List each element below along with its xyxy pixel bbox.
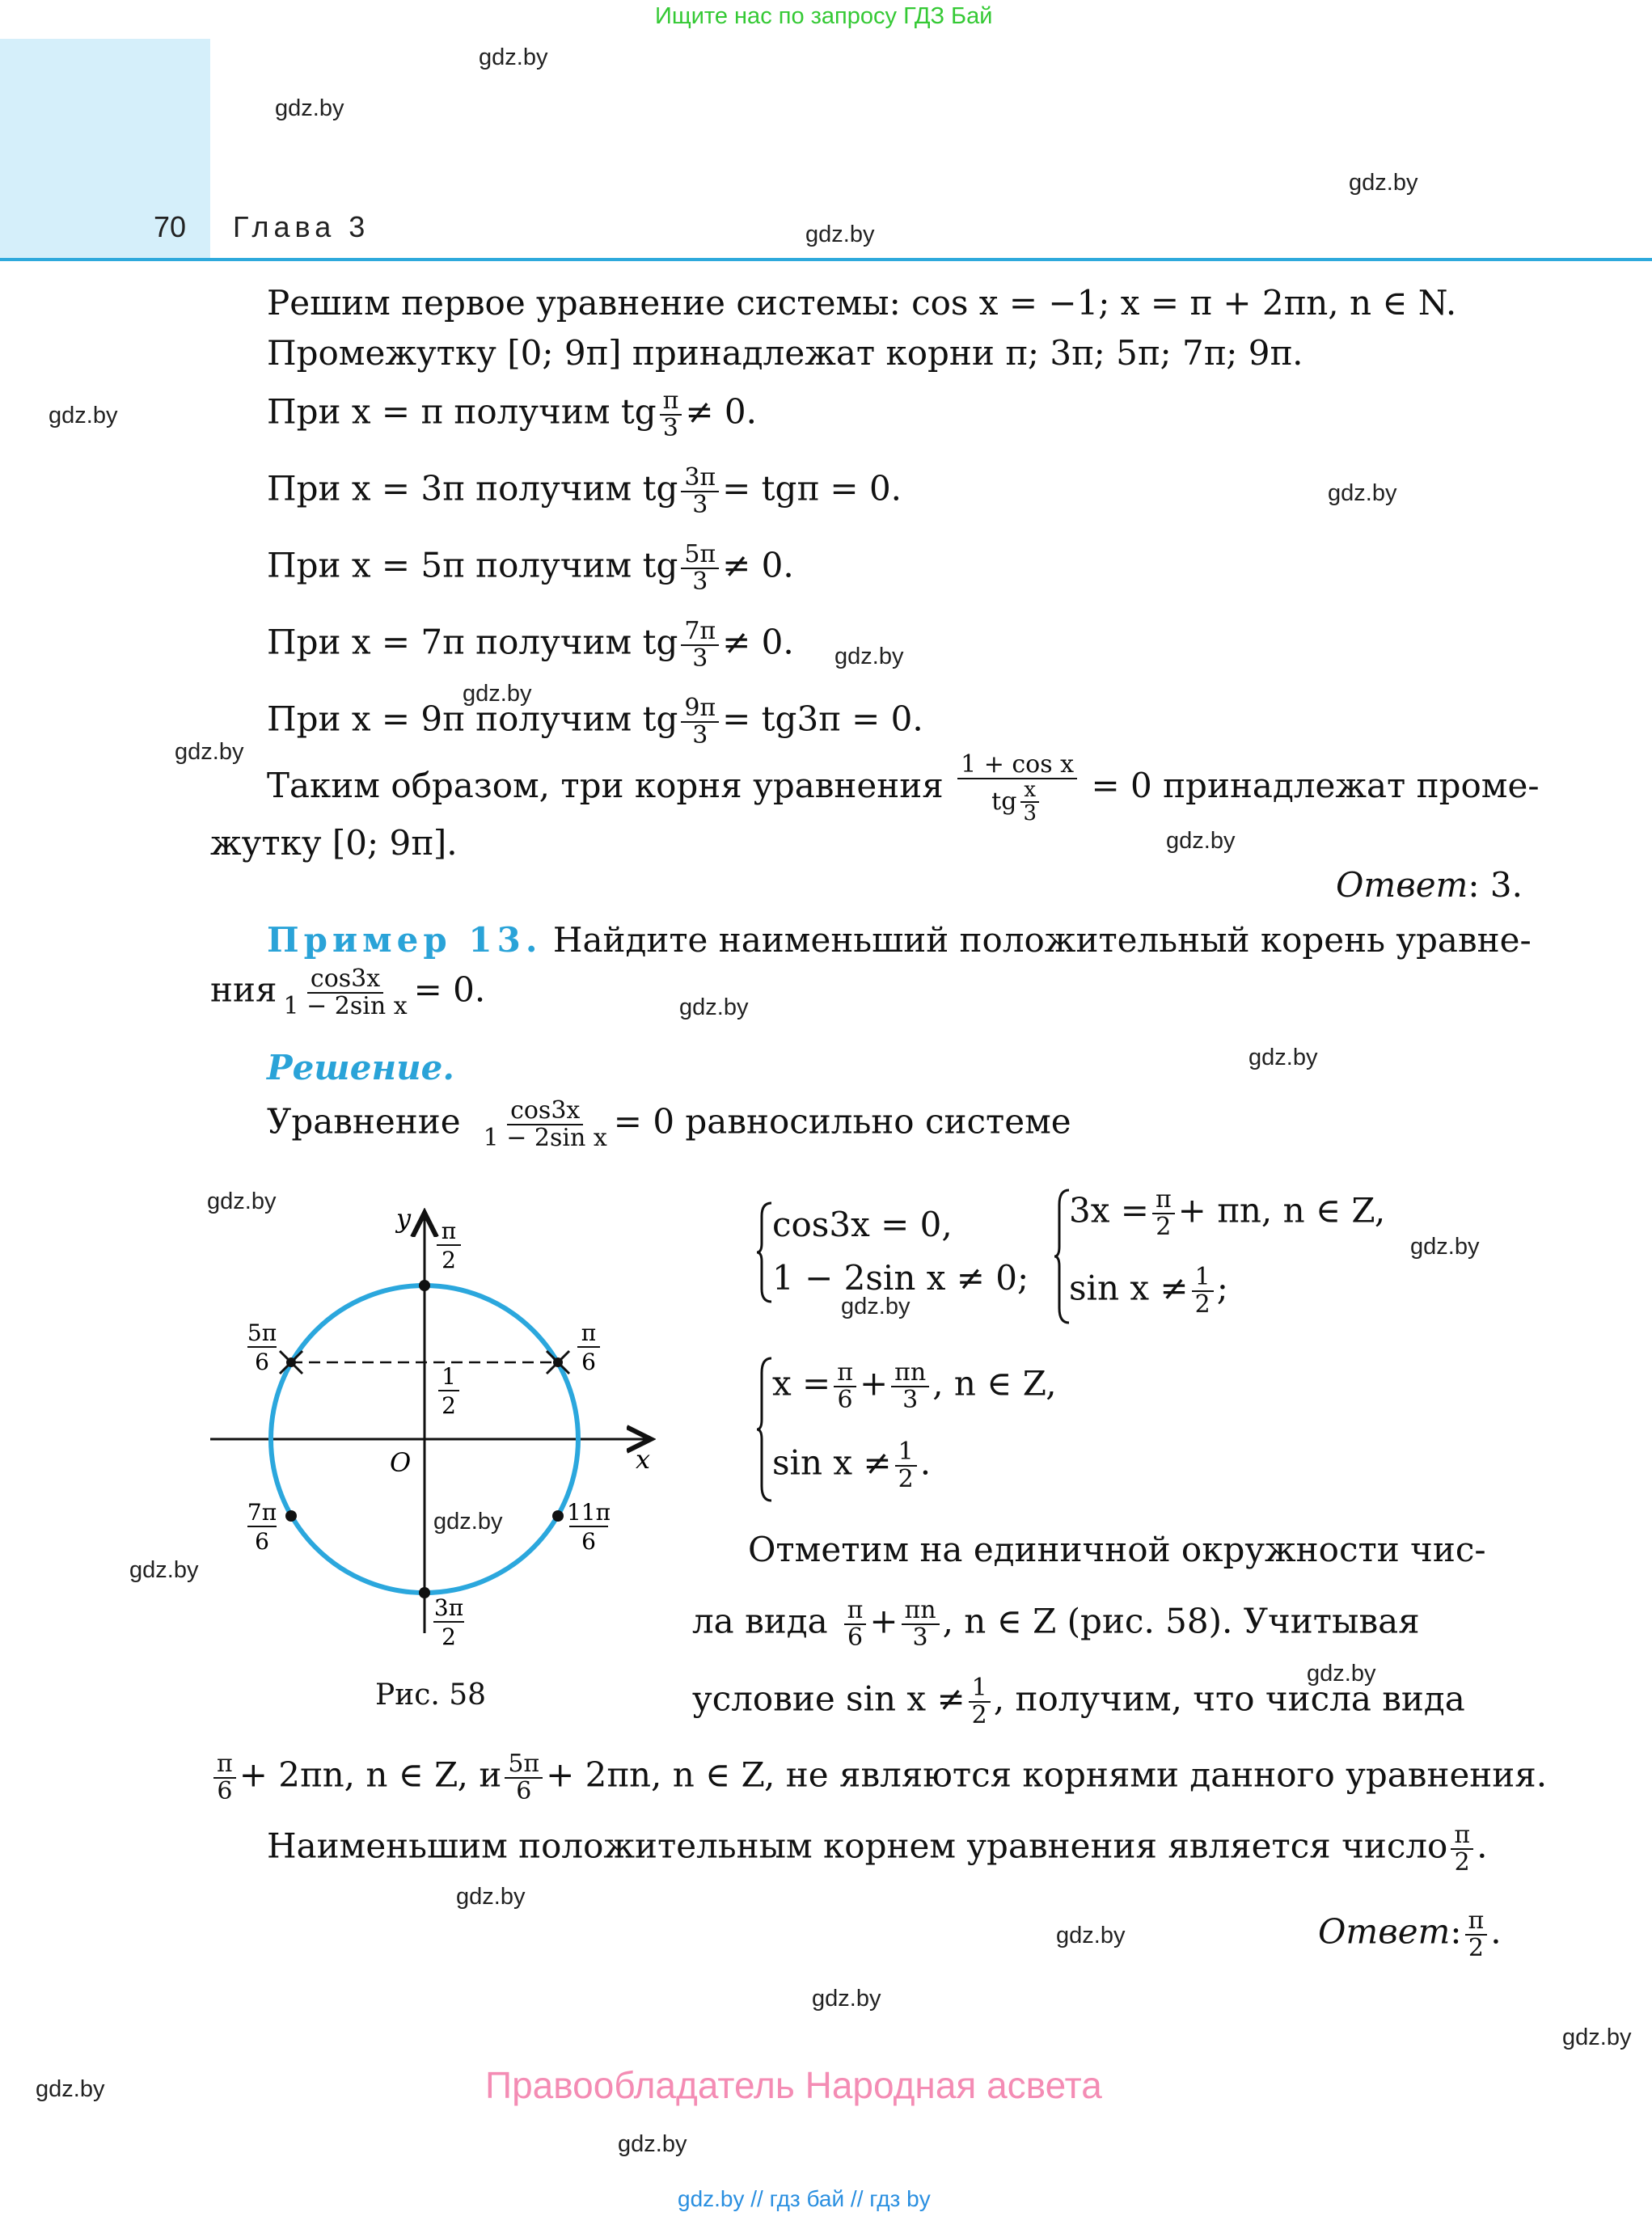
text: ≠ 0.	[685, 391, 757, 432]
watermark: gdz.by	[1307, 1661, 1376, 1687]
unit-circle-figure	[202, 1197, 671, 1666]
solution-heading: Решение.	[267, 1048, 454, 1087]
watermark: gdz.by	[1328, 480, 1397, 506]
svg-text:π: π	[581, 1319, 597, 1346]
system-3-line-a: x = $\frac{\pi}{6}$ + $\frac{\pi n}{3}$ , n ∈ Z,	[772, 1358, 1057, 1414]
watermark: gdz.by	[1410, 1234, 1480, 1260]
watermark: gdz.by	[1562, 2024, 1632, 2050]
text: = tg3π = 0.	[722, 699, 923, 739]
text: При x = 7π получим tg	[267, 622, 678, 662]
y-label: y	[396, 1203, 412, 1234]
watermark: gdz.by	[1166, 828, 1236, 854]
svg-text:2: 2	[442, 1392, 456, 1419]
watermark: gdz.by	[805, 222, 875, 247]
bottom-links[interactable]: gdz.by // гдз бай // гдз by	[678, 2186, 931, 2211]
text-line: ла вида $\frac{\pi}{6}$ + $\frac{\pi n}{3}$ , n ∈ Z (рис. 58). Учитывая	[692, 1596, 1420, 1652]
watermark: gdz.by	[618, 2131, 687, 2157]
point-11pi-6	[552, 1510, 564, 1522]
fraction: $\frac{\cos 3x}{\text{1 − 2sin x}}$	[283, 965, 408, 1020]
text-line: условие sin x ≠ $\frac{1}{2}$ , получим, что числа вида	[692, 1674, 1465, 1729]
text: = 0 принадлежат проме-	[1091, 766, 1540, 806]
x-label: x	[636, 1444, 651, 1475]
watermark: gdz.by	[812, 1986, 881, 2012]
figure-caption: Рис. 58	[375, 1678, 487, 1712]
answer-1: Ответ: 3.	[1336, 865, 1523, 905]
watermark: gdz.by	[207, 1188, 277, 1214]
text-line: Наименьшим положительным корнем уравнения является число $\frac{\pi}{2}$ .	[267, 1821, 1488, 1877]
svg-text:6: 6	[255, 1349, 269, 1375]
watermark: gdz.by	[1249, 1045, 1318, 1070]
text: ≠ 0.	[722, 545, 794, 585]
text-line: жутку [0; 9π].	[210, 823, 458, 863]
system-1-line-a: cos3x = 0,	[772, 1205, 953, 1244]
fraction: $\frac{7\pi}{3}$	[681, 619, 719, 671]
example-line2: ния $\frac{\cos 3x}{\text{1 − 2sin x}}$ = 0.	[210, 965, 486, 1020]
header-rule	[0, 258, 1652, 261]
check-line	[267, 619, 794, 671]
watermark: gdz.by	[1349, 170, 1418, 196]
text-line: Промежутку [0; 9π] принадлежат корни π; 3π; 5π; 7π; 9π.	[267, 333, 1303, 373]
check-line	[267, 465, 902, 517]
point-pi-6	[553, 1357, 563, 1367]
check-line	[267, 695, 923, 748]
text: При x = π получим tg	[267, 391, 657, 432]
system-2-line-b: sin x ≠ $\frac{1}{2}$ ;	[1069, 1263, 1228, 1319]
text-line: $\frac{\pi}{6}$ + 2πn, n ∈ Z, и $\frac{5\pi}{6}$ + 2πn, n ∈ Z, не являются корнями данного уравнения.	[210, 1751, 1547, 1804]
watermark: gdz.by	[129, 1557, 199, 1583]
watermark: gdz.by	[36, 2076, 105, 2102]
chapter-title: Глава 3	[233, 210, 370, 243]
svg-text:2: 2	[442, 1247, 456, 1273]
text: При x = 3π получим tg	[267, 468, 678, 509]
system-3-line-b: sin x ≠ $\frac{1}{2}$ .	[772, 1438, 932, 1493]
equation-line: Уравнение $\frac{\cos 3x}{\text{1 − 2sin x}}$ = 0 равносильно системе	[267, 1096, 1071, 1152]
watermark: gdz.by	[841, 1294, 911, 1319]
fraction: $\frac{5\pi}{3}$	[681, 542, 719, 594]
top-banner[interactable]: Ищите нас по запросу ГДЗ Бай	[655, 3, 993, 29]
fraction: $\frac{9\pi}{3}$	[681, 695, 719, 748]
watermark: gdz.by	[175, 739, 244, 765]
point-pi-2	[419, 1280, 430, 1291]
point-3pi-2	[419, 1587, 430, 1598]
check-line	[267, 542, 794, 594]
text-line: Решим первое уравнение системы: cos x = −1; x = π + 2πn, n ∈ N.	[267, 283, 1457, 323]
text: = tgπ = 0.	[722, 468, 902, 509]
svg-text:1: 1	[442, 1363, 456, 1390]
origin-label: O	[390, 1447, 412, 1478]
watermark: gdz.by	[433, 1509, 503, 1535]
system-2-line-a: 3x = $\frac{\pi}{2}$ + πn, n ∈ Z,	[1069, 1185, 1386, 1241]
svg-text:5π: 5π	[247, 1319, 277, 1346]
watermark: gdz.by	[275, 95, 344, 121]
svg-text:6: 6	[255, 1528, 269, 1555]
fraction: $\frac{\cos 3x}{\text{1 − 2sin x}}$	[483, 1096, 607, 1152]
point-5pi-6	[286, 1357, 296, 1367]
example-heading: Пример 13. Найдите наименьший положительный корень уравне-	[267, 920, 1532, 960]
point-7pi-6	[285, 1510, 297, 1522]
text-line: Отметим на единичной окружности чис-	[748, 1530, 1486, 1569]
fraction: $\frac{3\pi}{3}$	[681, 465, 719, 517]
svg-text:7π: 7π	[247, 1499, 277, 1526]
svg-text:3π: 3π	[433, 1594, 464, 1621]
watermark: gdz.by	[463, 681, 532, 707]
svg-text:π: π	[441, 1218, 457, 1244]
system-1-line-b: 1 − 2sin x ≠ 0;	[772, 1258, 1029, 1298]
text: При x = 5π получим tg	[267, 545, 678, 585]
check-line	[267, 388, 757, 441]
fraction: 1 + cos x tg $\frac{x}{3}$	[957, 752, 1077, 825]
conclusion-line	[267, 752, 1540, 825]
watermark: gdz.by	[49, 403, 118, 429]
copyright-owner: Правообладатель Народная асвета	[485, 2064, 1102, 2106]
page-number: 70	[154, 210, 187, 243]
svg-text:2: 2	[442, 1623, 456, 1650]
text: Таким образом, три корня уравнения	[267, 766, 944, 806]
text: ≠ 0.	[722, 622, 794, 662]
watermark: gdz.by	[479, 44, 548, 70]
watermark: gdz.by	[679, 994, 749, 1020]
text: При x = 9π получим tg	[267, 699, 678, 739]
watermark: gdz.by	[1056, 1923, 1126, 1948]
svg-text:6: 6	[581, 1349, 596, 1375]
svg-text:6: 6	[581, 1528, 596, 1555]
watermark: gdz.by	[834, 644, 904, 669]
answer-2: Ответ: $\frac{\pi}{2}$ .	[1318, 1906, 1502, 1962]
watermark: gdz.by	[456, 1884, 526, 1910]
svg-text:11π: 11π	[566, 1499, 611, 1526]
fraction: $\frac{\pi}{3}$	[660, 388, 682, 441]
